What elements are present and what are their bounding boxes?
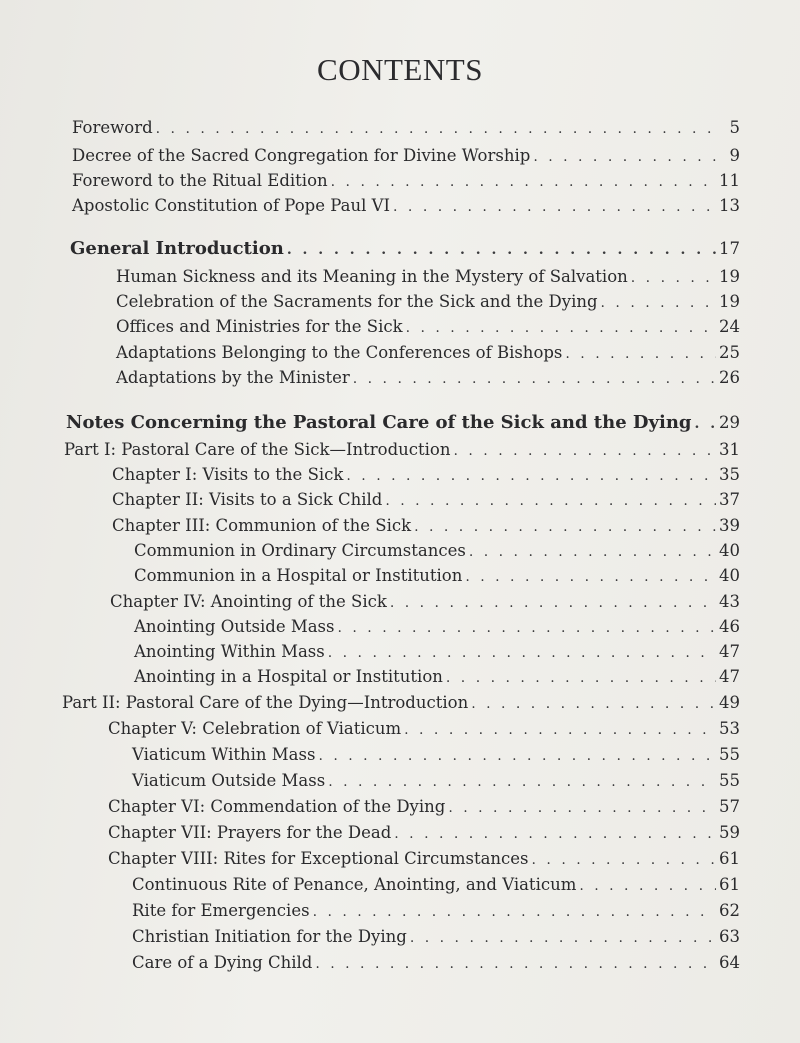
toc-entry-label: Rite for Emergencies bbox=[132, 901, 310, 920]
toc-entry-chapter-3[interactable] bbox=[112, 516, 740, 535]
toc-entry-part-one[interactable] bbox=[64, 440, 740, 459]
toc-entry-label: Apostolic Constitution of Pope Paul VI bbox=[72, 196, 391, 215]
toc-entry-label: Continuous Rite of Penance, Anointing, and Viaticum bbox=[132, 875, 577, 894]
toc-page-number: 49 bbox=[719, 693, 740, 712]
toc-entry-label: Anointing in a Hospital or Institution bbox=[134, 667, 443, 686]
leader-dots bbox=[579, 878, 716, 894]
toc-page-number: 46 bbox=[719, 617, 740, 636]
leader-dots bbox=[565, 346, 716, 362]
toc-page-number: 55 bbox=[719, 771, 740, 790]
leader-dots bbox=[393, 199, 716, 215]
leader-dots bbox=[410, 930, 716, 946]
toc-page-number: 62 bbox=[719, 901, 740, 920]
toc-entry-label: Chapter VII: Prayers for the Dead bbox=[108, 823, 392, 842]
toc-entry-decree[interactable] bbox=[72, 146, 740, 165]
leader-dots bbox=[394, 826, 716, 842]
toc-entry-human-sickness[interactable] bbox=[116, 267, 740, 286]
toc-page-number: 64 bbox=[719, 953, 740, 972]
toc-entry-chapter-7[interactable] bbox=[108, 823, 740, 842]
toc-entry-apostolic-constitution[interactable] bbox=[72, 196, 740, 215]
toc-entry-adaptations-minister[interactable] bbox=[116, 368, 740, 387]
toc-entry-label: Chapter IV: Anointing of the Sick bbox=[110, 592, 387, 611]
toc-entry-label: Care of a Dying Child bbox=[132, 953, 313, 972]
toc-entry-label: Human Sickness and its Meaning in the Mystery of Salvation bbox=[116, 267, 628, 286]
leader-dots bbox=[353, 371, 716, 387]
toc-page-number: 29 bbox=[719, 413, 740, 432]
leader-dots bbox=[338, 620, 717, 636]
toc-entry-foreword[interactable] bbox=[72, 118, 740, 137]
toc-page-number: 40 bbox=[719, 541, 740, 560]
toc-entry-label: Adaptations Belonging to the Conferences of Bishops bbox=[116, 343, 563, 362]
toc-entry-label: Chapter V: Celebration of Viaticum bbox=[108, 719, 402, 738]
toc-page-number: 59 bbox=[719, 823, 740, 842]
toc-entry-anointing-within[interactable] bbox=[134, 642, 740, 661]
toc-entry-rite-emergencies[interactable] bbox=[132, 901, 740, 920]
toc-page-number: 61 bbox=[719, 849, 740, 868]
toc-entry-part-two[interactable] bbox=[62, 693, 740, 712]
leader-dots bbox=[601, 295, 716, 311]
toc-page-number: 25 bbox=[719, 343, 740, 362]
leader-dots bbox=[471, 696, 716, 712]
leader-dots bbox=[532, 852, 716, 868]
leader-dots bbox=[287, 242, 716, 258]
toc-entry-chapter-5[interactable] bbox=[108, 719, 740, 738]
leader-dots bbox=[328, 774, 716, 790]
toc-entry-label: Chapter II: Visits to a Sick Child bbox=[112, 490, 383, 509]
toc-entry-label: Part I: Pastoral Care of the Sick—Introduction bbox=[64, 440, 451, 459]
leader-dots bbox=[695, 416, 716, 432]
toc-page-number: 53 bbox=[719, 719, 740, 738]
toc-entry-label: Viaticum Outside Mass bbox=[132, 771, 326, 790]
leader-dots bbox=[414, 519, 716, 535]
leader-dots bbox=[331, 174, 716, 190]
toc-entry-label: General Introduction bbox=[70, 238, 284, 259]
leader-dots bbox=[533, 149, 723, 165]
toc-entry-label: Chapter I: Visits to the Sick bbox=[112, 465, 344, 484]
toc-page-number: 47 bbox=[719, 667, 740, 686]
toc-page-number: 19 bbox=[719, 267, 740, 286]
toc-entry-dying-child[interactable] bbox=[132, 953, 740, 972]
toc-page-number: 5 bbox=[729, 118, 740, 137]
toc-entry-anointing-hospital[interactable] bbox=[134, 667, 740, 686]
toc-entry-notes-concerning[interactable] bbox=[66, 412, 740, 433]
toc-page-number: 35 bbox=[719, 465, 740, 484]
toc-entry-label: Viaticum Within Mass bbox=[132, 745, 316, 764]
toc-entry-chapter-6[interactable] bbox=[108, 797, 740, 816]
toc-page-number: 24 bbox=[719, 317, 740, 336]
leader-dots bbox=[631, 270, 716, 286]
toc-entry-christian-initiation[interactable] bbox=[132, 927, 740, 946]
toc-entry-offices-ministries[interactable] bbox=[116, 317, 740, 336]
toc-entry-label: Chapter VIII: Rites for Exceptional Circumstances bbox=[108, 849, 529, 868]
toc-entry-label: Chapter III: Communion of the Sick bbox=[112, 516, 412, 535]
leader-dots bbox=[156, 121, 723, 137]
leader-dots bbox=[454, 443, 717, 459]
toc-entry-label: Communion in a Hospital or Institution bbox=[134, 566, 463, 585]
toc-entry-chapter-1[interactable] bbox=[112, 465, 740, 484]
toc-entry-viaticum-outside[interactable] bbox=[132, 771, 740, 790]
toc-page-number: 47 bbox=[719, 642, 740, 661]
leader-dots bbox=[318, 748, 716, 764]
toc-entry-adaptations-bishops[interactable] bbox=[116, 343, 740, 362]
toc-page-number: 31 bbox=[719, 440, 740, 459]
toc-page-number: 13 bbox=[719, 196, 740, 215]
toc-entry-communion-ordinary[interactable] bbox=[134, 541, 740, 560]
toc-entry-label: Communion in Ordinary Circumstances bbox=[134, 541, 466, 560]
toc-entry-foreword-ritual[interactable] bbox=[72, 171, 740, 190]
page-title: CONTENTS bbox=[317, 52, 483, 87]
leader-dots bbox=[406, 320, 716, 336]
toc-page-number: 11 bbox=[719, 171, 740, 190]
toc-entry-communion-hospital[interactable] bbox=[134, 566, 740, 585]
leader-dots bbox=[385, 493, 716, 509]
toc-entry-label: Foreword bbox=[72, 118, 153, 137]
toc-entry-viaticum-within[interactable] bbox=[132, 745, 740, 764]
leader-dots bbox=[448, 800, 716, 816]
toc-entry-label: Foreword to the Ritual Edition bbox=[72, 171, 328, 190]
toc-entry-label: Adaptations by the Minister bbox=[116, 368, 350, 387]
toc-entry-celebration-sacraments[interactable] bbox=[116, 292, 740, 311]
toc-entry-label: Celebration of the Sacraments for the Sick and the Dying bbox=[116, 292, 598, 311]
toc-entry-chapter-4[interactable] bbox=[110, 592, 740, 611]
toc-entry-label: Anointing Outside Mass bbox=[134, 617, 335, 636]
leader-dots bbox=[313, 904, 716, 920]
leader-dots bbox=[328, 645, 716, 661]
toc-page-number: 37 bbox=[719, 490, 740, 509]
leader-dots bbox=[465, 569, 716, 585]
leader-dots bbox=[446, 670, 716, 686]
leader-dots bbox=[315, 956, 716, 972]
toc-entry-label: Part II: Pastoral Care of the Dying—Introduction bbox=[62, 693, 469, 712]
toc-page-number: 57 bbox=[719, 797, 740, 816]
toc-entry-chapter-2[interactable] bbox=[112, 490, 740, 509]
toc-entry-label: Notes Concerning the Pastoral Care of the Sick and the Dying bbox=[66, 412, 692, 433]
toc-page-number: 39 bbox=[719, 516, 740, 535]
toc-page-number: 17 bbox=[719, 239, 740, 258]
leader-dots bbox=[404, 722, 716, 738]
toc-page-number: 19 bbox=[719, 292, 740, 311]
toc-page-number: 61 bbox=[719, 875, 740, 894]
toc-entry-label: Anointing Within Mass bbox=[134, 642, 325, 661]
toc-entry-label: Offices and Ministries for the Sick bbox=[116, 317, 403, 336]
toc-page-number: 43 bbox=[719, 592, 740, 611]
leader-dots bbox=[346, 468, 716, 484]
toc-entry-anointing-outside[interactable] bbox=[134, 617, 740, 636]
toc-entry-label: Christian Initiation for the Dying bbox=[132, 927, 407, 946]
toc-page-number: 55 bbox=[719, 745, 740, 764]
toc-entry-label: Decree of the Sacred Congregation for Divine Worship bbox=[72, 146, 531, 165]
toc-entry-continuous-rite[interactable] bbox=[132, 875, 740, 894]
toc-page-number: 26 bbox=[719, 368, 740, 387]
toc-entry-general-introduction[interactable] bbox=[70, 238, 740, 259]
toc-entry-label: Chapter VI: Commendation of the Dying bbox=[108, 797, 446, 816]
leader-dots bbox=[469, 544, 716, 560]
toc-page-number: 40 bbox=[719, 566, 740, 585]
leader-dots bbox=[390, 595, 716, 611]
toc-page-number: 9 bbox=[729, 146, 740, 165]
toc-page-number: 63 bbox=[719, 927, 740, 946]
toc-entry-chapter-8[interactable] bbox=[108, 849, 740, 868]
